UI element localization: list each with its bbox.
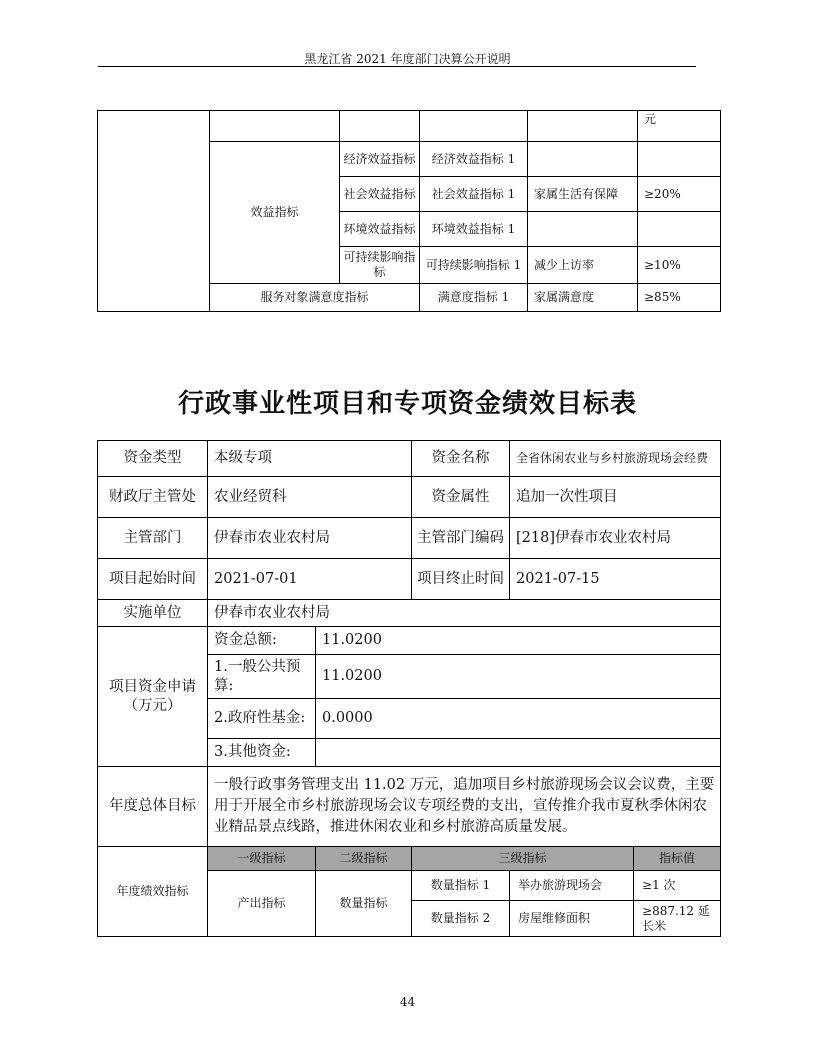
table-cell: 追加一次性项目 [510,477,721,518]
table-row [98,441,721,477]
table-cell: 3.其他资金: [208,739,316,767]
table-cell: 本级专项 [208,441,412,477]
table-cell: 2021-07-01 [208,559,412,600]
table-cell: 元 [638,111,721,142]
table-cell: 资金总额: [208,627,316,655]
table-cell: 满意度指标 1 [420,284,528,312]
table-cell: 伊春市农业农村局 [208,600,721,627]
table-cell: 年度总体目标 [98,767,208,847]
table-cell: 环境效益指标 1 [420,212,528,247]
table-cell [528,212,638,247]
table-cell: [218]伊春市农业农村局 [510,518,721,559]
table-cell: 房屋维修面积 [510,901,634,937]
table-cell: 年度绩效指标 [98,847,208,937]
table-cell [528,111,638,142]
table-cell: ≥887.12 延长米 [634,901,721,937]
table-cell: 可持续影响指标 1 [420,247,528,284]
table-cell: ≥20% [638,177,721,212]
benefit-category-cell: 效益指标 [210,142,340,284]
table-cell: 项目资金申请（万元） [98,627,208,767]
table-row [98,111,721,142]
page-title: 行政事业性项目和专项资金绩效目标表 [177,389,637,419]
table-cell: 社会效益指标 1 [420,177,528,212]
table-cell: 数量指标 [316,871,412,937]
table-header: 指标值 [634,847,721,871]
performance-indicator-table [97,846,721,937]
table-row [98,559,721,600]
table-header: 一级指标 [208,847,316,871]
table-cell: 减少上访率 [528,247,638,284]
table-cell: 经济效益指标 1 [420,142,528,177]
table-cell: 11.0200 [316,655,721,699]
page-header: 黑龙江省 2021 年度部门决算公开说明 [304,52,511,66]
table-row [98,627,721,655]
table-cell: 项目终止时间 [412,559,510,600]
table-header: 二级指标 [316,847,412,871]
project-info-table [97,440,721,847]
table-cell [316,739,721,767]
table-cell: ≥1 次 [634,871,721,901]
table-cell: 可持续影响指标 [340,247,420,284]
table-cell: 资金类型 [98,441,208,477]
table-cell: 主管部门 [98,518,208,559]
table-cell: 1.一般公共预算: [208,655,316,699]
table-cell [210,111,340,142]
table-cell: 主管部门编码 [412,518,510,559]
table-cell [420,111,528,142]
table-cell: 农业经贸科 [208,477,412,518]
table-cell: ≥10% [638,247,721,284]
table-cell: 伊春市农业农村局 [208,518,412,559]
table-cell [638,212,721,247]
table-cell: ≥85% [638,284,721,312]
table-row [98,767,721,847]
table-cell: 家属满意度 [528,284,638,312]
table-row [98,600,721,627]
table-cell: 11.0200 [316,627,721,655]
table-cell: 全省休闲农业与乡村旅游现场会经费 [510,441,721,477]
table-row [98,518,721,559]
table-cell: 举办旅游现场会 [510,871,634,901]
table-cell: 产出指标 [208,871,316,937]
page-number: 44 [399,995,416,1009]
table-cell: 资金名称 [412,441,510,477]
table-cell: 2.政府性基金: [208,699,316,739]
table-cell: 家属生活有保障 [528,177,638,212]
table-cell: 实施单位 [98,600,208,627]
table-cell: 社会效益指标 [340,177,420,212]
table-cell: 经济效益指标 [340,142,420,177]
table-cell: 财政厅主管处 [98,477,208,518]
table-cell: 项目起始时间 [98,559,208,600]
table-cell [638,142,721,177]
table-cell: 资金属性 [412,477,510,518]
table-cell [528,142,638,177]
table-cell: 服务对象满意度指标 [210,284,420,312]
header-divider [98,66,696,67]
table-header: 三级指标 [412,847,634,871]
table-row [98,847,721,871]
table-cell [98,111,210,312]
benefit-indicator-table [97,110,721,312]
annual-goal-text: 一般行政事务管理支出 11.02 万元，追加项目乡村旅游现场会议会议费，主要用于开展全市乡村旅游现场会议专项经费的支出，宣传推介我市夏秋季休闲农业精品景点线路，推进休闲农业和乡村旅游高质量发展。 [208,767,721,847]
table-cell: 数量指标 2 [412,901,510,937]
table-cell: 环境效益指标 [340,212,420,247]
table-cell: 0.0000 [316,699,721,739]
table-row [98,477,721,518]
table-cell: 2021-07-15 [510,559,721,600]
table-cell [340,111,420,142]
table-cell: 数量指标 1 [412,871,510,901]
